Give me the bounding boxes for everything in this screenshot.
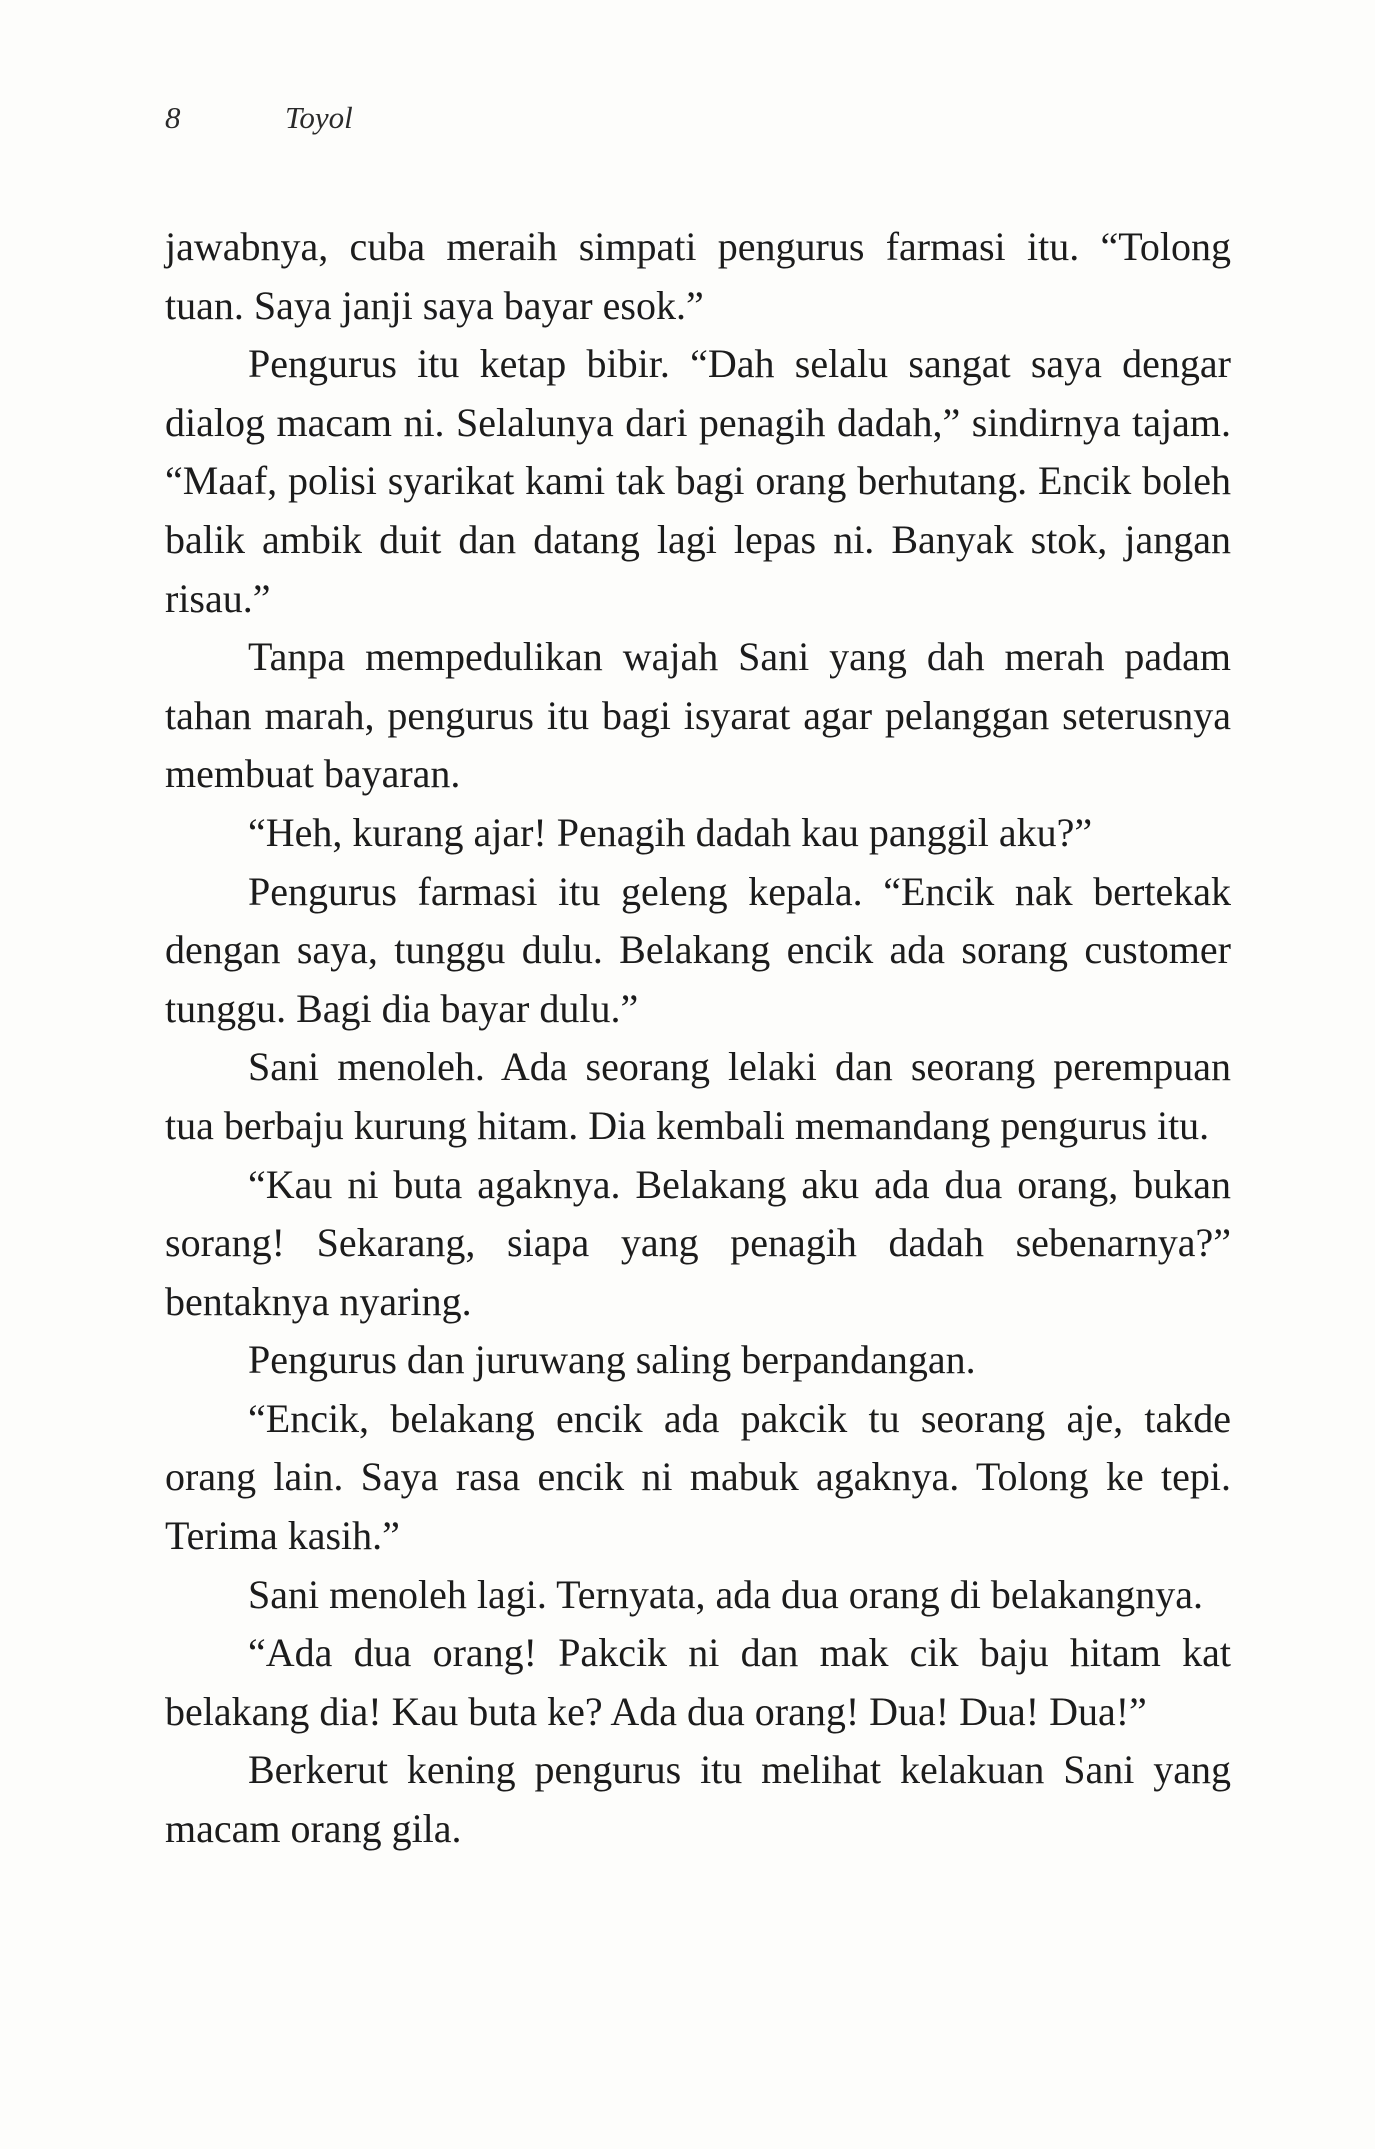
paragraph: “Kau ni buta agaknya. Belakang aku ada dua orang, bukan sorang! Sekarang, siapa yang penagih dadah sebenarnya?” bentaknya nyaring.: [165, 1161, 1231, 1324]
page-number: 8: [165, 100, 181, 135]
paragraph: Pengurus itu ketap bibir. “Dah selalu sangat saya dengar dialog macam ni. Selalunya dari penagih dadah,” sindirnya tajam. “Maaf, polisi syarikat kami tak bagi orang berhutang. Encik boleh balik ambik duit dan datang lagi lepas ni. Banyak stok, jangan risau.”: [165, 341, 1231, 621]
paragraph: Pengurus farmasi itu geleng kepala. “Encik nak bertekak dengan saya, tunggu dulu. Belakang encik ada sorang customer tunggu. Bagi dia bayar dulu.”: [165, 868, 1231, 1031]
paragraph: “Ada dua orang! Pakcik ni dan mak cik baju hitam kat belakang dia! Kau buta ke? Ada dua orang! Dua! Dua! Dua!”: [165, 1630, 1231, 1734]
paragraph: Berkerut kening pengurus itu melihat kelakuan Sani yang macam orang gila.: [165, 1747, 1231, 1852]
paragraph: “Encik, belakang encik ada pakcik tu seorang aje, takde orang lain. Saya rasa encik ni mabuk agaknya. Tolong ke tepi. Terima kasih.”: [165, 1395, 1231, 1559]
paragraph: Sani menoleh. Ada seorang lelaki dan seorang perempuan tua berbaju kurung hitam. Dia kembali memandang pengurus itu.: [165, 1044, 1231, 1148]
running-title: Toyol: [285, 100, 353, 135]
paragraph: Tanpa mempedulikan wajah Sani yang dah merah padam tahan marah, pengurus itu bagi isyarat agar pelanggan seterusnya membuat bayaran.: [165, 634, 1231, 797]
paragraph: Pengurus dan juruwang saling berpandangan.: [248, 1337, 976, 1383]
paragraph: Sani menoleh lagi. Ternyata, ada dua orang di belakangnya.: [248, 1571, 1204, 1617]
paragraph: “Heh, kurang ajar! Penagih dadah kau panggil aku?”: [248, 809, 1093, 855]
running-head: [165, 100, 353, 136]
paragraph: jawabnya, cuba meraih simpati pengurus farmasi itu. “Tolong tuan. Saya janji saya bayar esok.”: [165, 224, 1231, 328]
body-text: [165, 218, 1231, 1859]
